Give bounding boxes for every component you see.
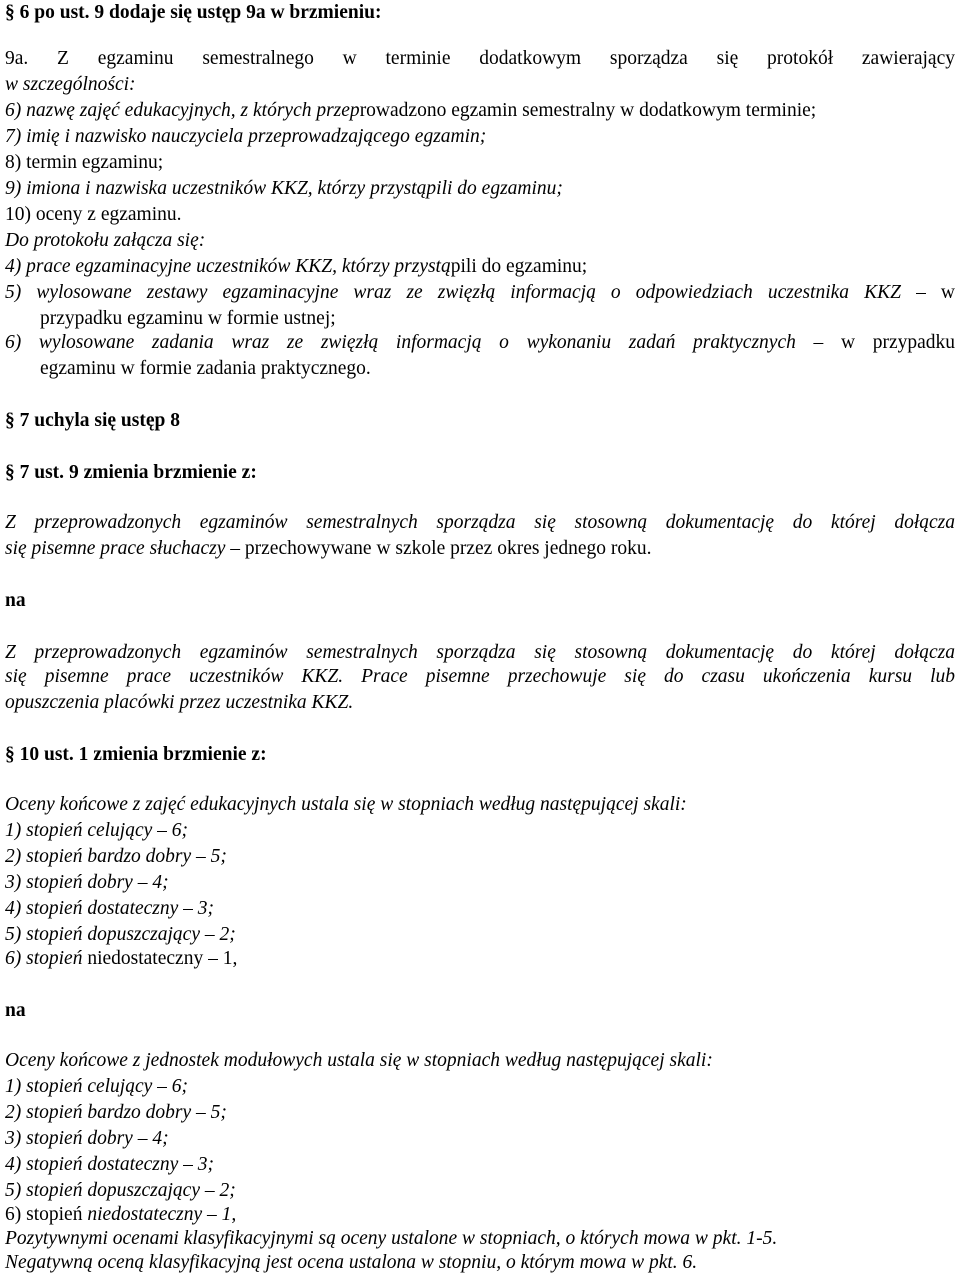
negative-grade-note: Negatywną oceną klasyfikacyjną jest ocena ustalona w stopniu, o którym mowa w pkt. 6.	[5, 1252, 698, 1273]
old-scale-item: 4) stopień dostateczny – 3;	[5, 898, 215, 919]
section-7-change-heading: § 7 ust. 9 zmienia brzmienie z:	[5, 462, 257, 483]
new-scale-item: 2) stopień bardzo dobry – 5;	[5, 1102, 227, 1123]
old-scale-intro: Oceny końcowe z zajęć edukacyjnych ustala się w stopniach według następującej skali:	[5, 794, 687, 815]
list-item-8: 8) termin egzaminu;	[5, 152, 164, 173]
section-10-heading: § 10 ust. 1 zmienia brzmienie z:	[5, 744, 267, 765]
new-text-line-1: Z przeprowadzonych egzaminów semestralnych sporządza się stosowną dokumentację do której dołącza	[5, 642, 955, 663]
old-scale-item: 6) stopień niedostateczny – 1,	[5, 948, 238, 969]
new-scale-item: 1) stopień celujący – 6;	[5, 1076, 189, 1097]
new-scale-item: 4) stopień dostateczny – 3;	[5, 1154, 215, 1175]
new-scale-item: 6) stopień niedostateczny – 1,	[5, 1204, 237, 1225]
attachment-item-5: 5) wylosowane zestawy egzaminacyjne wraz ze zwięzłą informacją o odpowiedziach uczestnika KKZ – w	[5, 282, 956, 303]
list-item-10: 10) oceny z egzaminu.	[5, 204, 182, 225]
old-scale-item: 1) stopień celujący – 6;	[5, 820, 189, 841]
list-item-9: 9) imiona i nazwiska uczestników KKZ, którzy przystąpili do egzaminu;	[5, 178, 563, 199]
old-text-line-1: Z przeprowadzonych egzaminów semestralnych sporządza się stosowną dokumentację do której dołącza	[5, 512, 955, 533]
attachment-item-4: 4) prace egzaminacyjne uczestników KKZ, którzy przystąpili do egzaminu;	[5, 256, 588, 277]
new-scale-intro: Oceny końcowe z jednostek modułowych ustala się w stopniach według następującej skali:	[5, 1050, 713, 1071]
new-text-line-2: się pisemne prace uczestników KKZ. Prace pisemne przechowuje się do czasu ukończenia kursu lub	[5, 666, 955, 687]
section-6-heading: § 6 po ust. 9 dodaje się ustęp 9a w brzmieniu:	[5, 2, 382, 23]
old-scale-item: 5) stopień dopuszczający – 2;	[5, 924, 236, 945]
para-9a-line-1: 9a. Z egzaminu semestralnego w terminie dodatkowym sporządza się protokół zawierający	[5, 48, 955, 69]
new-scale-item: 5) stopień dopuszczający – 2;	[5, 1180, 236, 1201]
section-7-repeal-heading: § 7 uchyla się ustęp 8	[5, 410, 180, 431]
attachment-item-5-cont: przypadku egzaminu w formie ustnej;	[40, 308, 336, 329]
new-text-line-3: opuszczenia placówki przez uczestnika KKZ.	[5, 692, 354, 713]
para-9a-line-2: w szczególności:	[5, 74, 136, 95]
attachment-item-6-cont: egzaminu w formie zadania praktycznego.	[40, 358, 371, 379]
old-scale-item: 2) stopień bardzo dobry – 5;	[5, 846, 227, 867]
new-scale-item: 3) stopień dobry – 4;	[5, 1128, 169, 1149]
list-item-7: 7) imię i nazwisko nauczyciela przeprowadzającego egzamin;	[5, 126, 487, 147]
attachments-intro: Do protokołu załącza się:	[5, 230, 206, 251]
replace-with-label: na	[5, 1000, 26, 1021]
old-text-line-2: się pisemne prace słuchaczy – przechowywane w szkole przez okres jednego roku.	[5, 538, 652, 559]
positive-grades-note: Pozytywnymi ocenami klasyfikacyjnymi są oceny ustalone w stopniach, o których mowa w pkt. 1-5.	[5, 1228, 778, 1249]
old-scale-item: 3) stopień dobry – 4;	[5, 872, 169, 893]
list-item-6: 6) nazwę zajęć edukacyjnych, z których przeprowadzono egzamin semestralny w dodatkowym terminie;	[5, 100, 817, 121]
replace-with-label: na	[5, 590, 26, 611]
attachment-item-6: 6) wylosowane zadania wraz ze zwięzłą informacją o wykonaniu zadań praktycznych – w przypadku	[5, 332, 956, 353]
